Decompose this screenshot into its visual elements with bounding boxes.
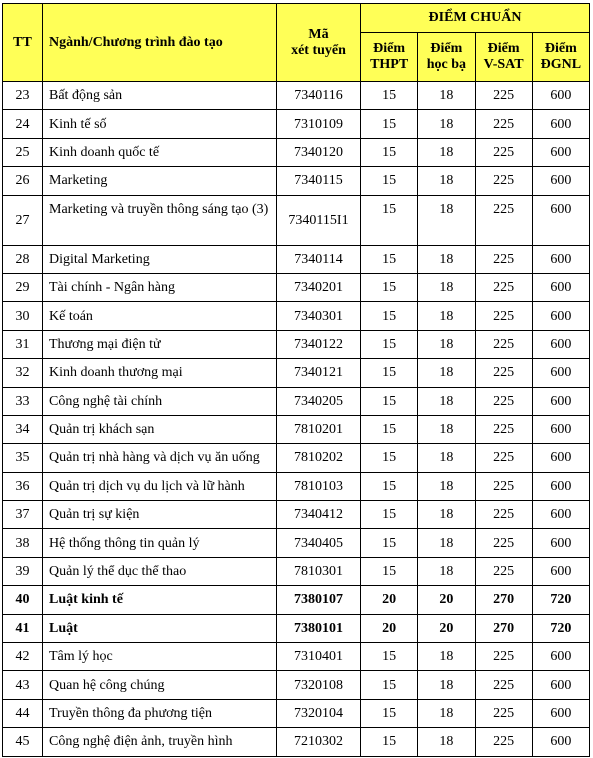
cell-thpt: 15 — [361, 273, 418, 301]
cell-dgnl: 600 — [532, 671, 589, 699]
table-row — [3, 359, 590, 387]
cell-dgnl: 600 — [532, 529, 589, 557]
cell-dgnl: 720 — [532, 614, 589, 642]
cell-vsat: 225 — [475, 273, 532, 301]
header-vsat-line2: V-SAT — [483, 57, 524, 72]
admission-scores-table — [2, 3, 590, 757]
table-row — [3, 110, 590, 138]
cell-code: 7340405 — [277, 529, 361, 557]
cell-tt: 28 — [3, 245, 43, 273]
cell-hocba: 18 — [418, 330, 475, 358]
cell-tt: 32 — [3, 359, 43, 387]
cell-code: 7810202 — [277, 444, 361, 472]
cell-program: Quản trị dịch vụ du lịch và lữ hành — [43, 472, 277, 500]
table-header — [3, 4, 590, 82]
header-code-line1: Mã — [308, 26, 329, 42]
cell-hocba: 18 — [418, 245, 475, 273]
cell-thpt: 15 — [361, 195, 418, 245]
table-row — [3, 529, 590, 557]
table-row — [3, 415, 590, 443]
cell-code: 7340122 — [277, 330, 361, 358]
cell-dgnl: 600 — [532, 330, 589, 358]
cell-thpt: 15 — [361, 557, 418, 585]
cell-tt: 27 — [3, 195, 43, 245]
header-vsat-line1: Điểm — [487, 41, 520, 56]
header-code-line2: xét tuyển — [291, 42, 346, 58]
cell-program: Quản trị nhà hàng và dịch vụ ăn uống — [43, 444, 277, 472]
cell-code: 7340412 — [277, 501, 361, 529]
cell-thpt: 15 — [361, 444, 418, 472]
cell-code: 7320108 — [277, 671, 361, 699]
cell-program: Truyền thông đa phương tiện — [43, 699, 277, 727]
cell-code: 7380107 — [277, 586, 361, 614]
cell-thpt: 15 — [361, 138, 418, 166]
cell-thpt: 20 — [361, 586, 418, 614]
cell-vsat: 225 — [475, 110, 532, 138]
cell-dgnl: 600 — [532, 82, 589, 110]
table-body — [3, 82, 590, 757]
cell-code: 7320104 — [277, 699, 361, 727]
cell-tt: 35 — [3, 444, 43, 472]
cell-vsat: 225 — [475, 728, 532, 756]
cell-program: Công nghệ tài chính — [43, 387, 277, 415]
cell-hocba: 20 — [418, 586, 475, 614]
cell-hocba: 18 — [418, 728, 475, 756]
cell-vsat: 225 — [475, 245, 532, 273]
cell-thpt: 15 — [361, 245, 418, 273]
table-row — [3, 699, 590, 727]
cell-program: Bất động sản — [43, 82, 277, 110]
cell-program: Quan hệ công chúng — [43, 671, 277, 699]
cell-code: 7340301 — [277, 302, 361, 330]
cell-hocba: 18 — [418, 387, 475, 415]
table-row — [3, 614, 590, 642]
cell-thpt: 15 — [361, 728, 418, 756]
cell-program: Công nghệ điện ảnh, truyền hình — [43, 728, 277, 756]
cell-vsat: 225 — [475, 195, 532, 245]
cell-vsat: 225 — [475, 302, 532, 330]
cell-tt: 39 — [3, 557, 43, 585]
cell-code: 7380101 — [277, 614, 361, 642]
cell-dgnl: 600 — [532, 273, 589, 301]
cell-tt: 37 — [3, 501, 43, 529]
cell-tt: 44 — [3, 699, 43, 727]
cell-code: 7340121 — [277, 359, 361, 387]
cell-vsat: 225 — [475, 529, 532, 557]
cell-thpt: 15 — [361, 501, 418, 529]
cell-hocba: 20 — [418, 614, 475, 642]
cell-vsat: 270 — [475, 614, 532, 642]
cell-vsat: 225 — [475, 472, 532, 500]
cell-program: Tài chính - Ngân hàng — [43, 273, 277, 301]
cell-tt: 25 — [3, 138, 43, 166]
cell-dgnl: 600 — [532, 415, 589, 443]
cell-tt: 45 — [3, 728, 43, 756]
cell-vsat: 225 — [475, 415, 532, 443]
cell-thpt: 15 — [361, 699, 418, 727]
cell-dgnl: 600 — [532, 699, 589, 727]
cell-code: 7340116 — [277, 82, 361, 110]
cell-tt: 43 — [3, 671, 43, 699]
cell-program: Kinh doanh quốc tế — [43, 138, 277, 166]
cell-hocba: 18 — [418, 302, 475, 330]
cell-hocba: 18 — [418, 671, 475, 699]
header-vsat — [475, 33, 532, 82]
cell-vsat: 225 — [475, 359, 532, 387]
header-dgnl-line1: Điểm — [544, 41, 577, 56]
cell-vsat: 225 — [475, 167, 532, 195]
cell-hocba: 18 — [418, 444, 475, 472]
cell-thpt: 15 — [361, 330, 418, 358]
cell-program: Kế toán — [43, 302, 277, 330]
cell-vsat: 225 — [475, 501, 532, 529]
cell-code: 7210302 — [277, 728, 361, 756]
cell-tt: 33 — [3, 387, 43, 415]
table-row — [3, 273, 590, 301]
cell-dgnl: 600 — [532, 501, 589, 529]
cell-dgnl: 600 — [532, 557, 589, 585]
cell-dgnl: 600 — [532, 195, 589, 245]
cell-tt: 34 — [3, 415, 43, 443]
header-dgnl — [532, 33, 589, 82]
cell-program: Luật — [43, 614, 277, 642]
cell-thpt: 15 — [361, 529, 418, 557]
table-row — [3, 472, 590, 500]
cell-thpt: 15 — [361, 472, 418, 500]
header-code — [277, 4, 361, 82]
cell-thpt: 15 — [361, 643, 418, 671]
cell-code: 7340201 — [277, 273, 361, 301]
cell-vsat: 225 — [475, 138, 532, 166]
table-row — [3, 728, 590, 756]
header-row-1 — [3, 4, 590, 33]
cell-tt: 29 — [3, 273, 43, 301]
cell-program: Marketing — [43, 167, 277, 195]
header-thpt-line1: Điểm — [373, 41, 406, 56]
cell-vsat: 225 — [475, 557, 532, 585]
header-dgnl-line2: ĐGNL — [540, 57, 582, 72]
cell-code: 7310109 — [277, 110, 361, 138]
table-row — [3, 302, 590, 330]
cell-program: Kinh doanh thương mại — [43, 359, 277, 387]
cell-tt: 41 — [3, 614, 43, 642]
table-row — [3, 245, 590, 273]
cell-program: Digital Marketing — [43, 245, 277, 273]
table-row — [3, 586, 590, 614]
cell-dgnl: 600 — [532, 245, 589, 273]
cell-tt: 31 — [3, 330, 43, 358]
cell-dgnl: 600 — [532, 302, 589, 330]
cell-hocba: 18 — [418, 415, 475, 443]
cell-vsat: 225 — [475, 699, 532, 727]
cell-vsat: 225 — [475, 387, 532, 415]
cell-thpt: 15 — [361, 387, 418, 415]
cell-thpt: 15 — [361, 110, 418, 138]
header-program: Ngành/Chương trình đào tạo — [43, 4, 277, 82]
cell-thpt: 15 — [361, 359, 418, 387]
cell-vsat: 225 — [475, 643, 532, 671]
cell-program: Tâm lý học — [43, 643, 277, 671]
cell-tt: 38 — [3, 529, 43, 557]
header-thpt — [361, 33, 418, 82]
table-row — [3, 138, 590, 166]
cell-tt: 23 — [3, 82, 43, 110]
cell-thpt: 15 — [361, 82, 418, 110]
cell-dgnl: 600 — [532, 138, 589, 166]
cell-program: Quản trị sự kiện — [43, 501, 277, 529]
cell-vsat: 225 — [475, 444, 532, 472]
cell-code: 7340205 — [277, 387, 361, 415]
cell-program: Quản trị khách sạn — [43, 415, 277, 443]
cell-program: Luật kinh tế — [43, 586, 277, 614]
table-row — [3, 643, 590, 671]
cell-thpt: 15 — [361, 671, 418, 699]
header-hocba-line2: học bạ — [426, 57, 467, 72]
header-hocba-line1: Điểm — [430, 41, 463, 56]
cell-code: 7810201 — [277, 415, 361, 443]
table-row — [3, 387, 590, 415]
cell-tt: 26 — [3, 167, 43, 195]
cell-hocba: 18 — [418, 167, 475, 195]
cell-hocba: 18 — [418, 699, 475, 727]
cell-hocba: 18 — [418, 359, 475, 387]
cell-vsat: 225 — [475, 330, 532, 358]
cell-dgnl: 600 — [532, 387, 589, 415]
table-row — [3, 557, 590, 585]
cell-hocba: 18 — [418, 643, 475, 671]
cell-hocba: 18 — [418, 472, 475, 500]
cell-hocba: 18 — [418, 110, 475, 138]
table-row — [3, 501, 590, 529]
cell-dgnl: 600 — [532, 110, 589, 138]
table-row — [3, 444, 590, 472]
cell-program: Marketing và truyền thông sáng tạo (3) — [43, 195, 277, 245]
cell-dgnl: 600 — [532, 643, 589, 671]
table-row — [3, 82, 590, 110]
cell-hocba: 18 — [418, 82, 475, 110]
cell-code: 7810301 — [277, 557, 361, 585]
cell-vsat: 225 — [475, 671, 532, 699]
cell-hocba: 18 — [418, 273, 475, 301]
cell-code: 7340115I1 — [277, 195, 361, 245]
cell-tt: 30 — [3, 302, 43, 330]
cell-program: Kinh tế số — [43, 110, 277, 138]
cell-code: 7310401 — [277, 643, 361, 671]
cell-code: 7340115 — [277, 167, 361, 195]
header-tt: TT — [3, 4, 43, 82]
cell-program: Hệ thống thông tin quản lý — [43, 529, 277, 557]
cell-dgnl: 600 — [532, 359, 589, 387]
cell-program: Quản lý thể dục thể thao — [43, 557, 277, 585]
cell-tt: 40 — [3, 586, 43, 614]
cell-hocba: 18 — [418, 501, 475, 529]
cell-program: Thương mại điện tử — [43, 330, 277, 358]
cell-thpt: 15 — [361, 415, 418, 443]
header-thpt-line2: THPT — [370, 57, 409, 72]
table-row — [3, 195, 590, 245]
cell-thpt: 15 — [361, 167, 418, 195]
header-hocba — [418, 33, 475, 82]
cell-hocba: 18 — [418, 557, 475, 585]
cell-dgnl: 600 — [532, 728, 589, 756]
cell-dgnl: 600 — [532, 472, 589, 500]
cell-tt: 42 — [3, 643, 43, 671]
cell-hocba: 18 — [418, 138, 475, 166]
cell-dgnl: 600 — [532, 167, 589, 195]
cell-code: 7340114 — [277, 245, 361, 273]
cell-tt: 24 — [3, 110, 43, 138]
cell-vsat: 225 — [475, 82, 532, 110]
cell-dgnl: 600 — [532, 444, 589, 472]
cell-thpt: 15 — [361, 302, 418, 330]
cell-dgnl: 720 — [532, 586, 589, 614]
cell-hocba: 18 — [418, 195, 475, 245]
table-row — [3, 671, 590, 699]
cell-hocba: 18 — [418, 529, 475, 557]
cell-code: 7340120 — [277, 138, 361, 166]
cell-code: 7810103 — [277, 472, 361, 500]
table-row — [3, 330, 590, 358]
table-row — [3, 167, 590, 195]
cell-thpt: 20 — [361, 614, 418, 642]
header-score-group: ĐIỂM CHUẨN — [361, 4, 590, 33]
cell-vsat: 270 — [475, 586, 532, 614]
cell-tt: 36 — [3, 472, 43, 500]
